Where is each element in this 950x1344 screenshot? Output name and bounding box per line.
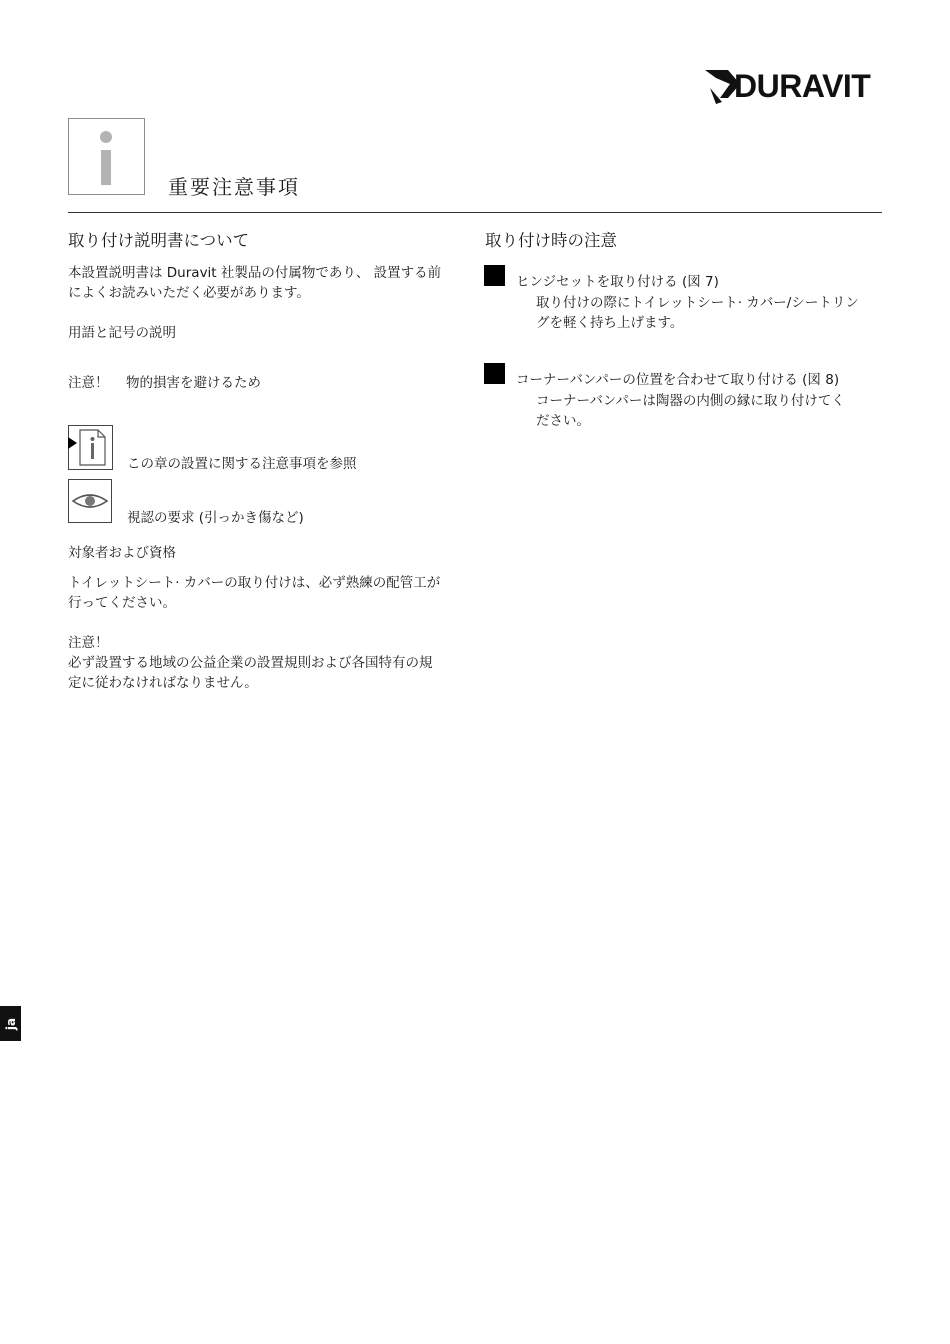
left-section-heading: 取り付け説明書について xyxy=(68,231,250,250)
step-marker-1 xyxy=(484,265,505,286)
info-icon xyxy=(68,118,145,195)
caution2-line-2: 定に従わなければなりません。 xyxy=(68,675,258,691)
step-marker-2 xyxy=(484,363,505,384)
step-2-line-2: ださい。 xyxy=(536,413,590,429)
caution2-label: 注意！ xyxy=(68,635,109,651)
language-tab-label: ja xyxy=(3,1017,18,1030)
logo-wordmark: DURAVIT xyxy=(734,68,871,104)
chapter-note: この章の設置に関する注意事項を参照 xyxy=(127,456,357,472)
page-title: 重要注意事項 xyxy=(168,175,300,199)
step-1-line-1: 取り付けの際にトイレットシート· カバー/シートリン xyxy=(536,295,859,311)
audience-line-1: トイレットシート· カバーの取り付けは、必ず熟練の配管工が xyxy=(68,575,441,591)
right-section-heading: 取り付け時の注意 xyxy=(485,231,617,250)
step-1-line-2: グを軽く持ち上げます。 xyxy=(536,315,684,331)
audience-heading: 対象者および資格 xyxy=(68,545,176,561)
audience-line-2: 行ってください。 xyxy=(68,595,176,611)
visual-check-note: 視認の要求 (引っかき傷など) xyxy=(127,510,304,526)
caution2-line-1: 必ず設置する地域の公益企業の設置規則および各国特有の規 xyxy=(68,655,433,671)
caution-label: 注意！ xyxy=(68,375,109,391)
terms-heading: 用語と記号の説明 xyxy=(68,325,176,341)
title-divider xyxy=(68,212,882,213)
intro-line-2: によくお読みいただく必要があります。 xyxy=(68,285,310,301)
eye-icon xyxy=(68,479,112,523)
caution-text: 物的損害を避けるため xyxy=(126,375,261,391)
step-2-line-1: コーナーバンパーは陶器の内側の縁に取り付けてく xyxy=(536,393,845,409)
intro-line-1: 本設置説明書は Duravit 社製品の付属物であり、 設置する前 xyxy=(68,265,442,281)
language-tab xyxy=(0,1006,21,1041)
step-1-title: ヒンジセットを取り付ける (図 7) xyxy=(516,274,719,290)
step-2-title: コーナーバンパーの位置を合わせて取り付ける (図 8) xyxy=(516,372,840,388)
chapter-info-icon xyxy=(68,425,113,470)
duravit-logo xyxy=(700,60,890,108)
